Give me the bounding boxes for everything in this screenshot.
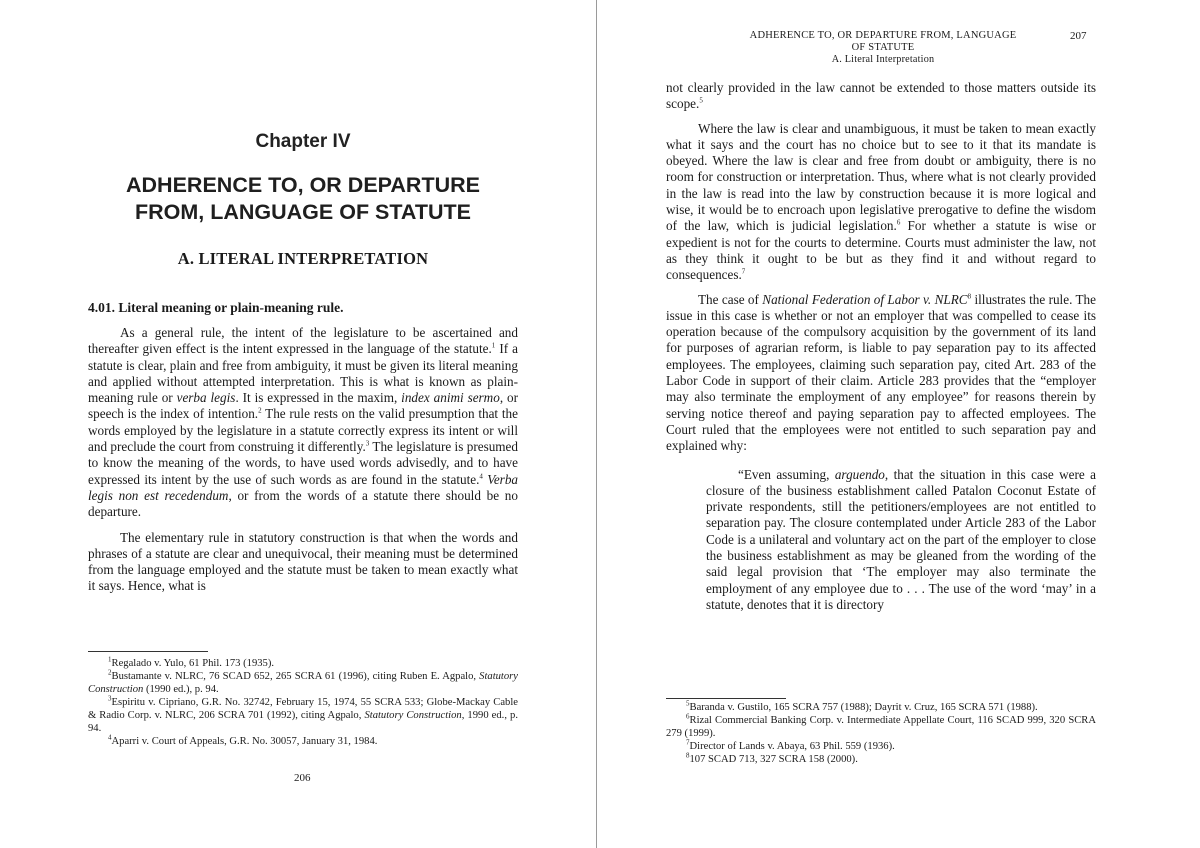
left-body bbox=[88, 325, 518, 595]
left-footnotes bbox=[88, 657, 518, 748]
footnote: $^8$107 SCAD 713, 327 SCRA 158 (2000). bbox=[686, 751, 858, 765]
block-quote: “Even assuming, arguendo, that the situation in this case were a closure of the business establishment called Patalon Coconut Estate of private respondents, still the petitioners/employees are not entitled to separation pay. The closure contemplated under Article 283 of the Labor Code is a unilateral and voluntary act on the part of the employer to close the business establishment as may be gleaned from the wording of the said legal provision that ‘The employer may also terminate the employment of any employee due to . . . The use of the word ‘may’ in a statute, denotes that it is directory bbox=[706, 466, 1096, 612]
footnote-ref: 2 bbox=[258, 407, 262, 416]
body-paragraph: The elementary rule in statutory construction is that when the words and phrases of a statute are clear and unequivocal, their meaning must be determined from the language employed and the statute must be taken to mean exactly what it says. Hence, what is bbox=[88, 529, 518, 594]
footnote: $^6$Rizal Commercial Banking Corp. v. Intermediate Appellate Court, 116 SCAD 999, 320 SCRA 279 (1999). bbox=[666, 712, 1096, 739]
chapter-label: Chapter IV bbox=[255, 131, 351, 152]
footnote: $^4$Aparri v. Court of Appeals, G.R. No. 30057, January 31, 1984. bbox=[108, 733, 378, 747]
running-head-line: ADHERENCE TO, OR DEPARTURE FROM, LANGUAGE bbox=[749, 30, 1017, 41]
paragraph-heading: 4.01. Literal meaning or plain-meaning rule. bbox=[88, 300, 344, 315]
running-head-line: OF STATUTE bbox=[851, 42, 915, 53]
footnote: $^3$Espiritu v. Cipriano, G.R. No. 32742, February 15, 1974, 55 SCRA 533; Globe-Mackay Cable & Radio Corp. v. NLRC, 206 SCRA 701 (1992), citing Agpalo, Statutory Construction, 1990 ed., p. 94. bbox=[88, 694, 518, 734]
footnote-ref: 7 bbox=[741, 267, 746, 276]
left-page bbox=[0, 0, 598, 848]
footnote-ref: 5 bbox=[699, 96, 703, 105]
chapter-title-line: FROM, LANGUAGE OF STATUTE bbox=[134, 200, 471, 224]
body-paragraph: The case of National Federation of Labor v. NLRC$^8$ illustrates the rule. The issue in this case is whether or not an employer that was compelled to cease its operation because of the compulsory acquisition by the government of its land for purposes of agrarian reform, is liable to pay separation pay to its affected employees. The employees, claiming such separation pay, cited Art. 283 of the Labor Code in support of their claim. Article 283 provides that the “employer may also terminate the employment of any employee” for reasons therein by serving notice thereof and paying separation pay to affected employees. The Court ruled that the employees were not entitled to such separation pay and explained why: bbox=[666, 291, 1097, 454]
right-body bbox=[666, 80, 1096, 613]
running-head-subtitle: A. Literal Interpretation bbox=[831, 54, 935, 65]
footnote-ref: 1 bbox=[491, 341, 496, 350]
running-head bbox=[720, 30, 1046, 66]
footnote-ref: 8 bbox=[967, 292, 972, 301]
right-footnotes bbox=[666, 701, 1096, 766]
book-spine bbox=[596, 0, 597, 848]
body-paragraph: As a general rule, the intent of the legislature to be ascertained and thereafter given effect is the intent expressed in the language of the statute.$^1$ If a statute is clear, plain and free from ambiguity, it must be given its literal meaning and applied without attempted interpretation. This is what is known as plain-meaning rule or verba legis. It is expressed in the maxim, index animi sermo, or speech is the index of intention.$^2$ The rule rests on the valid presumption that the words employed by the legislature in a statute correctly express its intent or will and preclude the court from construing it differently.$^3$ The legislature is presumed to know the meaning of the words, to have used words advisedly, and to have expressed its intent by the use of such words as are found in the statute.$^4$ Verba legis non est recedendum, or from the words of a statute there should be no departure. bbox=[88, 325, 519, 520]
section-heading: A. LITERAL INTERPRETATION bbox=[177, 249, 429, 268]
footnote: $^7$Director of Lands v. Abaya, 63 Phil. 559 (1936). bbox=[686, 738, 895, 752]
body-paragraph: not clearly provided in the law cannot be extended to those matters outside its scope.$^5$ bbox=[666, 80, 1096, 112]
page-number: 207 bbox=[1070, 30, 1087, 42]
footnote: $^1$Regalado v. Yulo, 61 Phil. 173 (1935). bbox=[108, 655, 275, 669]
footnote: $^2$Bustamante v. NLRC, 76 SCAD 652, 265 SCRA 61 (1996), citing Ruben E. Agpalo, Statutory Construction (1990 ed.), p. 94. bbox=[88, 668, 518, 695]
chapter-title-line: ADHERENCE TO, OR DEPARTURE bbox=[126, 173, 480, 197]
footnote-ref: 6 bbox=[896, 218, 901, 227]
chapter-title bbox=[88, 172, 518, 226]
page-number: 206 bbox=[294, 772, 311, 784]
body-paragraph: Where the law is clear and unambiguous, it must be taken to mean exactly what it says and the court has no choice but to see to it that its mandate is obeyed. Where the law is clear and free from doubt or ambiguity, there is no room for construction or interpretation. Thus, where what is not clearly provided in the law is read into the law by construction because it is more logical and wise, it would be to encroach upon legislative prerogative to define the wisdom of the law, which is judicial legislation.$^6$ For whether a statute is wise or expedient is not for the courts to determine. Courts must administer the law, not as they think it ought to be but as they find it and without regard to consequences.$^7$ bbox=[666, 120, 1096, 283]
footnote-divider bbox=[666, 698, 786, 699]
footnote-ref: 3 bbox=[365, 439, 370, 448]
footnote-ref: 4 bbox=[479, 472, 483, 481]
footnote-divider bbox=[88, 651, 208, 652]
footnote: $^5$Baranda v. Gustilo, 165 SCRA 757 (1988); Dayrit v. Cruz, 165 SCRA 571 (1988). bbox=[686, 699, 1038, 713]
